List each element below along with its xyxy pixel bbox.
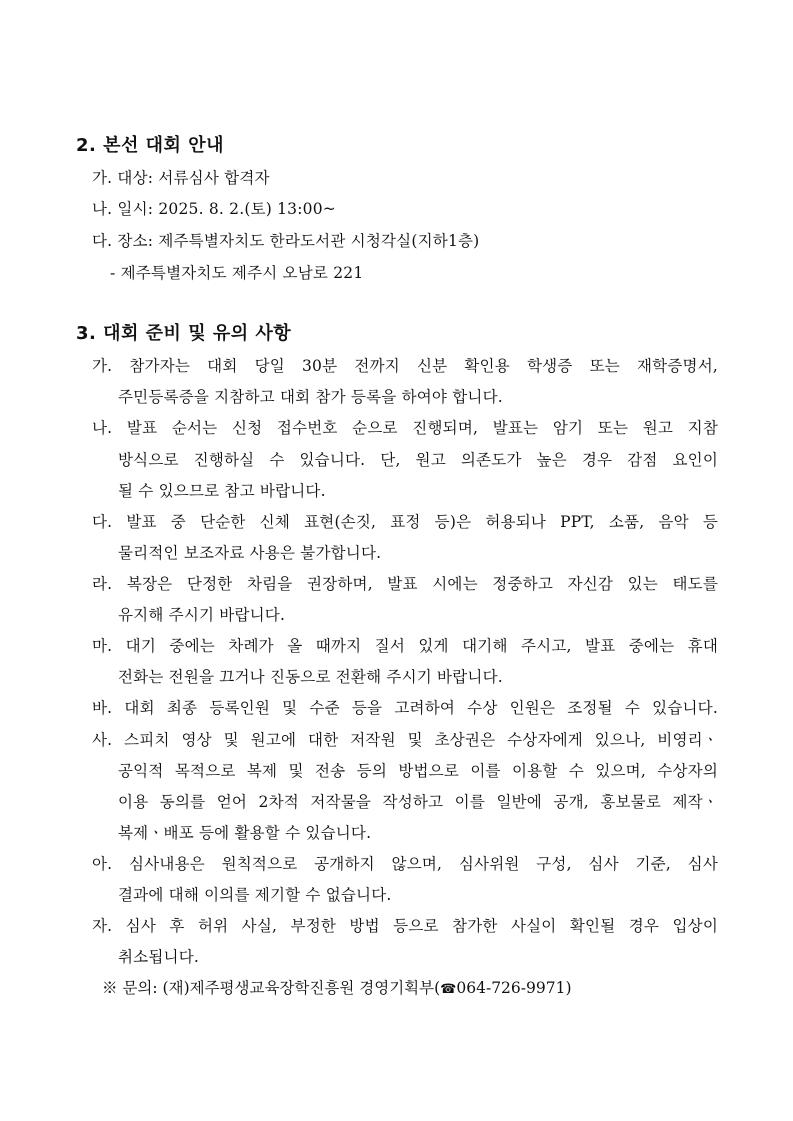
section-3-line: 결과에 대해 이의를 제기할 수 없습니다. bbox=[118, 886, 392, 904]
section-3-title: 3. 대회 준비 및 유의 사항 bbox=[76, 323, 292, 344]
reference-mark: ※ bbox=[102, 979, 118, 997]
section-3-line: 공익적 목적으로 복제 및 전송 등의 방법으로 이를 이용할 수 있으며, 수상자의 bbox=[118, 762, 718, 780]
section-3-line: 아. 심사내용은 원칙적으로 공개하지 않으며, 심사위원 구성, 심사 기준, 심사 bbox=[92, 855, 718, 873]
section-3-line: 물리적인 보조자료 사용은 불가합니다. bbox=[118, 544, 382, 562]
phone-icon: ☎ bbox=[440, 982, 457, 997]
section-3-line: 이용 동의를 얻어 2차적 저작물을 작성하고 이를 일반에 공개, 홍보물로 제작ㆍ bbox=[118, 793, 718, 811]
section-2-item-target: 가. 대상: 서류심사 합격자 bbox=[92, 169, 270, 187]
section-2-item-date: 나. 일시: 2025. 8. 2.(토) 13:00~ bbox=[92, 200, 336, 218]
section-3-line: 바. 대회 최종 등록인원 및 수준 등을 고려하여 수상 인원은 조정될 수 있습니다. bbox=[92, 699, 718, 717]
contact-note bbox=[102, 976, 572, 998]
section-3-line: 취소됩니다. bbox=[118, 948, 199, 966]
section-3-line: 사. 스피치 영상 및 원고에 대한 저작원 및 초상권은 수상자에게 있으나, 비영리ㆍ bbox=[92, 731, 718, 749]
section-2-address: - 제주특별자치도 제주시 오남로 221 bbox=[110, 264, 364, 282]
section-3-line: 라. 복장은 단정한 차림을 권장하며, 발표 시에는 정중하고 자신감 있는 태도를 bbox=[92, 575, 718, 593]
section-3-line: 가. 참가자는 대회 당일 30분 전까지 신분 확인용 학생증 또는 재학증명서, bbox=[92, 357, 718, 375]
section-3-line: 나. 발표 순서는 신청 접수번호 순으로 진행되며, 발표는 암기 또는 원고 지참 bbox=[92, 419, 718, 437]
section-2-item-venue: 다. 장소: 제주특별자치도 한라도서관 시청각실(지하1층) bbox=[92, 232, 480, 250]
section-3-line: 다. 발표 중 단순한 신체 표현(손짓, 표정 등)은 허용되나 PPT, 소품, 음악 등 bbox=[92, 513, 718, 531]
section-3-line: 방식으로 진행하실 수 있습니다. 단, 원고 의존도가 높은 경우 감점 요인이 bbox=[118, 451, 718, 469]
section-3-line: 될 수 있으므로 참고 바랍니다. bbox=[118, 482, 326, 500]
section-3-line: 전화는 전원을 끄거나 진동으로 전환해 주시기 바랍니다. bbox=[118, 668, 503, 686]
contact-phone: 064-726-9971) bbox=[456, 979, 572, 997]
section-2-title: 2. 본선 대회 안내 bbox=[76, 135, 224, 156]
section-3-line: 유지해 주시기 바랍니다. bbox=[118, 606, 286, 624]
section-3-line: 복제ㆍ배포 등에 활용할 수 있습니다. bbox=[118, 824, 372, 842]
contact-text: 문의: (재)제주평생교육장학진흥원 경영기획부( bbox=[122, 979, 441, 997]
section-3-line: 주민등록증을 지참하고 대회 참가 등록을 하여야 합니다. bbox=[118, 388, 503, 406]
section-3-line: 마. 대기 중에는 차례가 올 때까지 질서 있게 대기해 주시고, 발표 중에는 휴대 bbox=[92, 637, 718, 655]
section-3-line: 자. 심사 후 허위 사실, 부정한 방법 등으로 참가한 사실이 확인될 경우 입상이 bbox=[92, 917, 718, 935]
